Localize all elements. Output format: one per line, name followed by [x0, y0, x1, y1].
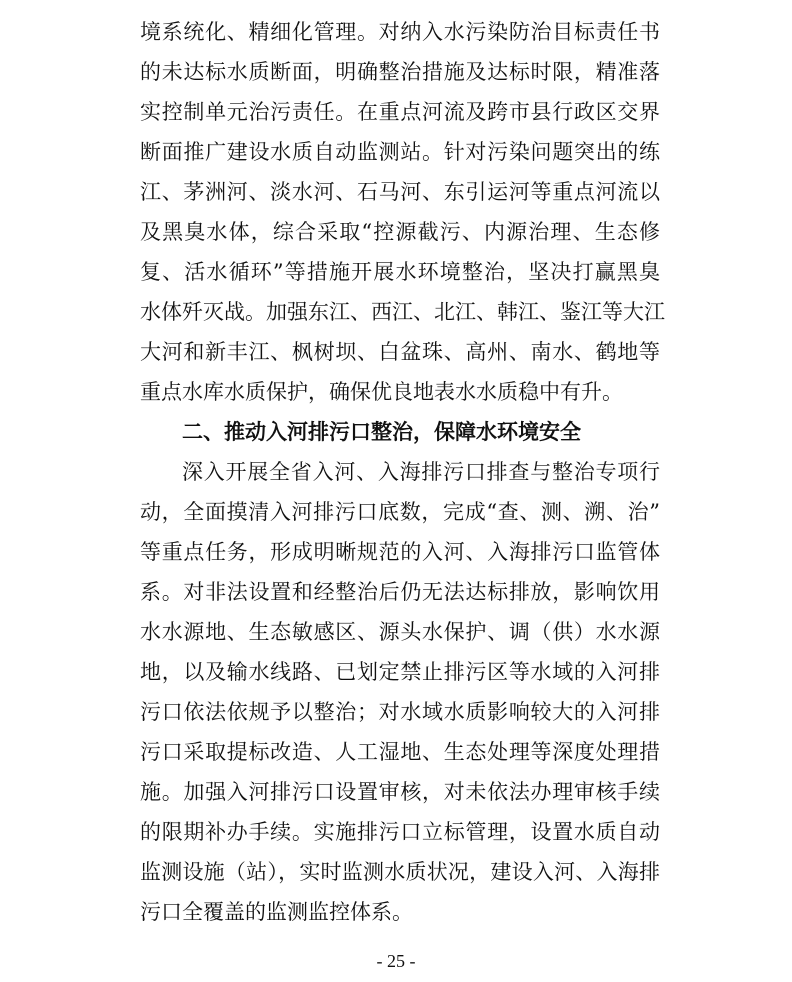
page-number: - 25 -: [376, 951, 416, 971]
text-line: 污口依法依规予以整治；对水域水质影响较大的入河排: [140, 700, 660, 724]
text-line: 水体歼灭战。加强东江、西江、北江、韩江、鉴江等大江: [140, 300, 665, 324]
text-line: 污口采取提标改造、人工湿地、生态处理等深度处理措: [140, 740, 660, 764]
text-line: 水水源地、生态敏感区、源头水保护、调（供）水水源: [140, 620, 660, 644]
text-line: 的未达标水质断面，明确整治措施及达标时限，精准落: [140, 60, 660, 84]
text-line: 施。加强入河排污口设置审核，对未依法办理审核手续: [140, 780, 660, 804]
text-line: 监测设施（站），实时监测水质状况，建设入河、入海排: [140, 860, 660, 884]
text-line: 动，全面摸清入河排污口底数，完成“查、测、溯、治”: [140, 500, 660, 524]
text-line: 深入开展全省入河、入海排污口排查与整治专项行: [182, 460, 660, 484]
text-line: 大河和新丰江、枫树坝、白盆珠、高州、南水、鹤地等: [140, 340, 660, 364]
text-line: 及黑臭水体，综合采取“控源截污、内源治理、生态修: [140, 220, 660, 244]
text-line: 断面推广建设水质自动监测站。针对污染问题突出的练: [140, 140, 660, 164]
text-line: 地，以及输水线路、已划定禁止排污区等水域的入河排: [140, 660, 660, 684]
text-line: 等重点任务，形成明晰规范的入河、入海排污口监管体: [140, 540, 660, 564]
text-line: 污口全覆盖的监测监控体系。: [140, 900, 413, 924]
text-line: 江、茅洲河、淡水河、石马河、东引运河等重点河流以: [140, 180, 660, 204]
text-line: 系。对非法设置和经整治后仍无法达标排放，影响饮用: [140, 580, 660, 604]
text-line: 复、活水循环”等措施开展水环境整治，坚决打赢黑臭: [140, 260, 660, 284]
section-heading: 二、推动入河排污口整治，保障水环境安全: [182, 420, 581, 444]
text-line: 重点水库水质保护，确保优良地表水水质稳中有升。: [140, 380, 623, 404]
text-line: 的限期补办手续。实施排污口立标管理，设置水质自动: [140, 820, 660, 844]
text-line: 境系统化、精细化管理。对纳入水污染防治目标责任书: [140, 20, 660, 44]
text-line: 实控制单元治污责任。在重点河流及跨市县行政区交界: [140, 100, 660, 124]
